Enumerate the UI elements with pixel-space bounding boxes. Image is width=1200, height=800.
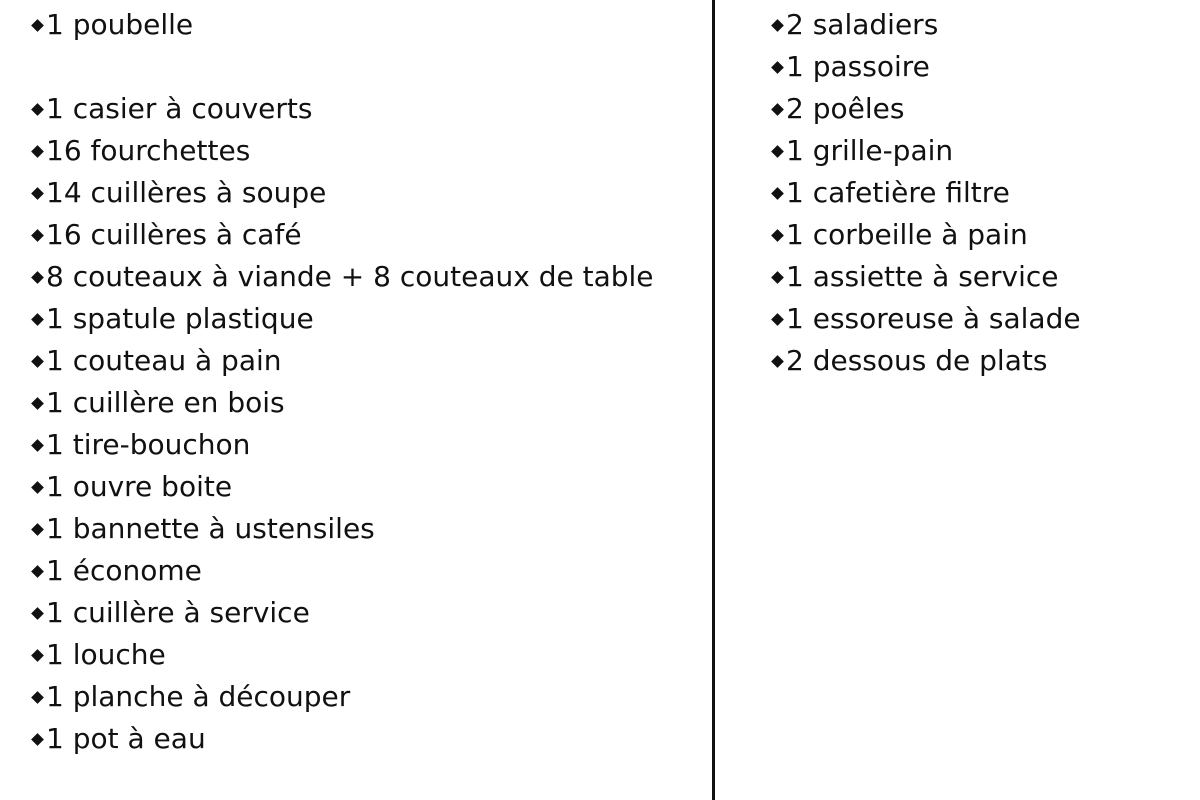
list-item: 1 louche: [30, 634, 700, 676]
list-item: 16 cuillères à café: [30, 214, 700, 256]
diamond-bullet-icon: [771, 271, 784, 284]
left-item-list: [30, 4, 700, 760]
list-item: 16 fourchettes: [30, 130, 700, 172]
list-item: 1 couteau à pain: [30, 340, 700, 382]
list-item: 1 cuillère à service: [30, 592, 700, 634]
list-item: 1 pot à eau: [30, 718, 700, 760]
list-item: 1 cafetière filtre: [770, 172, 1180, 214]
list-item: 1 économe: [30, 550, 700, 592]
diamond-bullet-icon: [31, 187, 44, 200]
list-item: 14 cuillères à soupe: [30, 172, 700, 214]
list-item: 1 assiette à service: [770, 256, 1180, 298]
diamond-bullet-icon: [31, 733, 44, 746]
list-item: 1 passoire: [770, 46, 1180, 88]
diamond-bullet-icon: [771, 145, 784, 158]
list-item: 1 poubelle: [30, 4, 700, 46]
diamond-bullet-icon: [31, 145, 44, 158]
diamond-bullet-icon: [31, 103, 44, 116]
list-item: 1 cuillère en bois: [30, 382, 700, 424]
list-item: 1 bannette à ustensiles: [30, 508, 700, 550]
list-spacer: [30, 46, 700, 88]
diamond-bullet-icon: [31, 523, 44, 536]
diamond-bullet-icon: [771, 313, 784, 326]
diamond-bullet-icon: [31, 481, 44, 494]
column-divider: [712, 0, 715, 800]
diamond-bullet-icon: [771, 229, 784, 242]
diamond-bullet-icon: [771, 103, 784, 116]
diamond-bullet-icon: [31, 19, 44, 32]
list-item: 1 casier à couverts: [30, 88, 700, 130]
list-item: 1 essoreuse à salade: [770, 298, 1180, 340]
diamond-bullet-icon: [771, 19, 784, 32]
list-item: 1 grille-pain: [770, 130, 1180, 172]
list-item: 1 planche à découper: [30, 676, 700, 718]
diamond-bullet-icon: [31, 649, 44, 662]
list-item: 8 couteaux à viande + 8 couteaux de table: [30, 256, 700, 298]
list-item: 1 corbeille à pain: [770, 214, 1180, 256]
list-item: 2 poêles: [770, 88, 1180, 130]
right-item-list: [770, 4, 1180, 382]
diamond-bullet-icon: [31, 271, 44, 284]
list-item: 1 spatule plastique: [30, 298, 700, 340]
diamond-bullet-icon: [771, 355, 784, 368]
diamond-bullet-icon: [31, 355, 44, 368]
diamond-bullet-icon: [31, 691, 44, 704]
list-item: 1 ouvre boite: [30, 466, 700, 508]
diamond-bullet-icon: [31, 397, 44, 410]
diamond-bullet-icon: [31, 229, 44, 242]
diamond-bullet-icon: [771, 61, 784, 74]
diamond-bullet-icon: [771, 187, 784, 200]
diamond-bullet-icon: [31, 439, 44, 452]
diamond-bullet-icon: [31, 607, 44, 620]
diamond-bullet-icon: [31, 565, 44, 578]
list-item: 2 dessous de plats: [770, 340, 1180, 382]
list-item: 2 saladiers: [770, 4, 1180, 46]
diamond-bullet-icon: [31, 313, 44, 326]
list-item: 1 tire-bouchon: [30, 424, 700, 466]
